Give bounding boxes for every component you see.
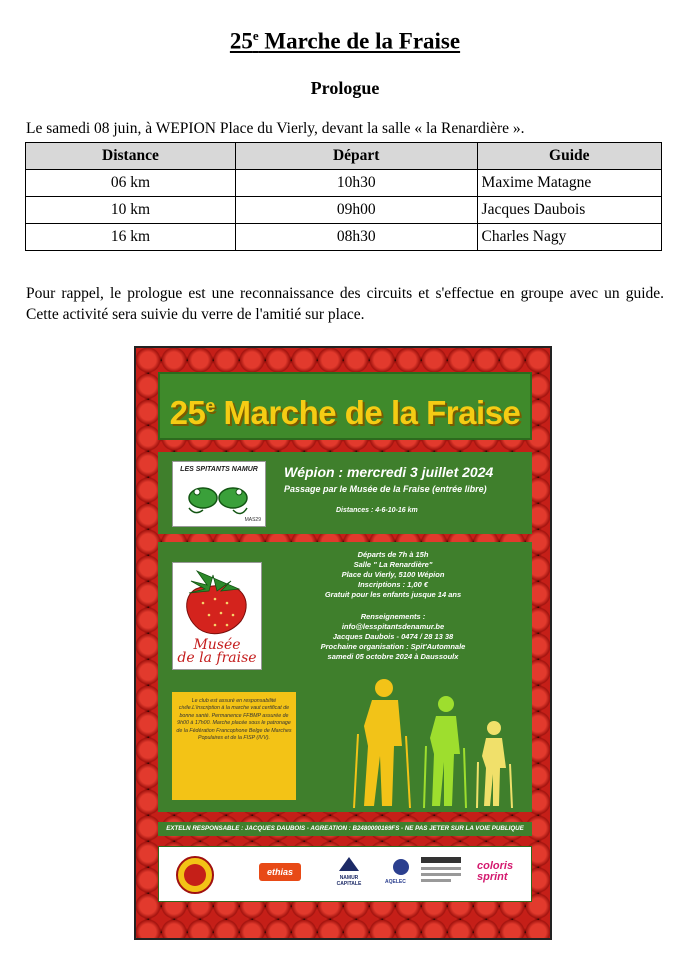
- column-header: Distance: [26, 143, 236, 170]
- poster-practical-info: Départs de 7h à 15h Salle " La Renardière" Place du Vierly, 5100 Wépion Inscriptions : 1,00 € Gratuit pour les enfants jusque 14 ans: [324, 550, 462, 599]
- table-cell: 06 km: [26, 170, 236, 197]
- poster-contact-info: Renseignements : info@lesspitantsdenamur.be Jacques Daubois - 0474 / 28 13 38 Prochaine organisation : Spit'Automnale samedi 05 octobre 2024 à Daussoulx: [320, 612, 466, 661]
- table-cell: 16 km: [26, 224, 236, 251]
- table-cell: Maxime Matagne: [477, 170, 661, 197]
- document-logo-icon: [421, 857, 461, 891]
- sponsor-namur: NAMUR CAPITALE: [336, 875, 362, 887]
- intro-paragraph: Le samedi 08 juin, à WEPION Place du Vierly, devant la salle « la Renardière ».: [26, 120, 525, 137]
- page-subtitle: Prologue: [310, 78, 380, 98]
- sponsor-ethias: ethias: [259, 863, 301, 881]
- table-cell: 10h30: [235, 170, 477, 197]
- table-cell: Charles Nagy: [477, 224, 661, 251]
- museum-logo: Musée de la fraise: [172, 562, 262, 670]
- strawberry-icon: [173, 563, 261, 639]
- table-cell: 09h00: [235, 197, 477, 224]
- poster-banner: [158, 372, 532, 440]
- sponsor-coloris: coloris sprint: [477, 860, 514, 883]
- poster-title: 25e Marche de la Fraise: [169, 394, 521, 431]
- table-cell: 10 km: [26, 197, 236, 224]
- column-header: Guide: [477, 143, 661, 170]
- table-header-row: [26, 143, 662, 170]
- table-cell: 08h30: [235, 224, 477, 251]
- sponsor-aqelec: AQELEC: [385, 879, 406, 885]
- table-row: [26, 197, 662, 224]
- page-title: 25e Marche de la Fraise: [229, 28, 461, 54]
- aqelec-icon: [391, 857, 411, 877]
- club-badge-icon: [175, 855, 215, 895]
- poster-event-panel: [158, 452, 532, 534]
- schedule-table: [25, 142, 662, 251]
- club-logo: LES SPITANTS NAMUR MAS29: [172, 461, 266, 527]
- walkers-icon: [344, 676, 524, 812]
- table-row: [26, 170, 662, 197]
- sponsor-logos: [158, 846, 532, 902]
- poster-passage: Passage par le Musée de la Fraise (entrée libre): [284, 484, 487, 494]
- poster-info-panel: [158, 542, 532, 812]
- reminder-paragraph: Pour rappel, le prologue est une reconnaissance des circuits et s'effectue en groupe avec un guide. Cette activité sera suivie du verre de l'amitié sur place.: [26, 285, 664, 323]
- poster-date: Wépion : mercredi 3 juillet 2024: [284, 464, 494, 480]
- column-header: Départ: [235, 143, 477, 170]
- poster-disclaimer: Le club est assuré en responsabilité civile.L'inscription à la marche vaut certificat de bonne santé. Permanence FFBMP assurée de 9h00 à 17h00. Marche placée sous le patronage de la Fédération Francophone Belge de Marches Populaires et de la FISP (IVV).: [172, 692, 296, 800]
- event-poster: [134, 346, 552, 940]
- namur-emblem-icon: [337, 855, 361, 873]
- poster-distances: Distances : 4-6-10-16 km: [336, 507, 418, 514]
- table-row: [26, 224, 662, 251]
- poster-footer: EXTELN RESPONSABLE : JACQUES DAUBOIS - AGREATION : B2480000169FS - NE PAS JETER SUR LA VOIE PUBLIQUE: [158, 822, 532, 836]
- table-cell: Jacques Daubois: [477, 197, 661, 224]
